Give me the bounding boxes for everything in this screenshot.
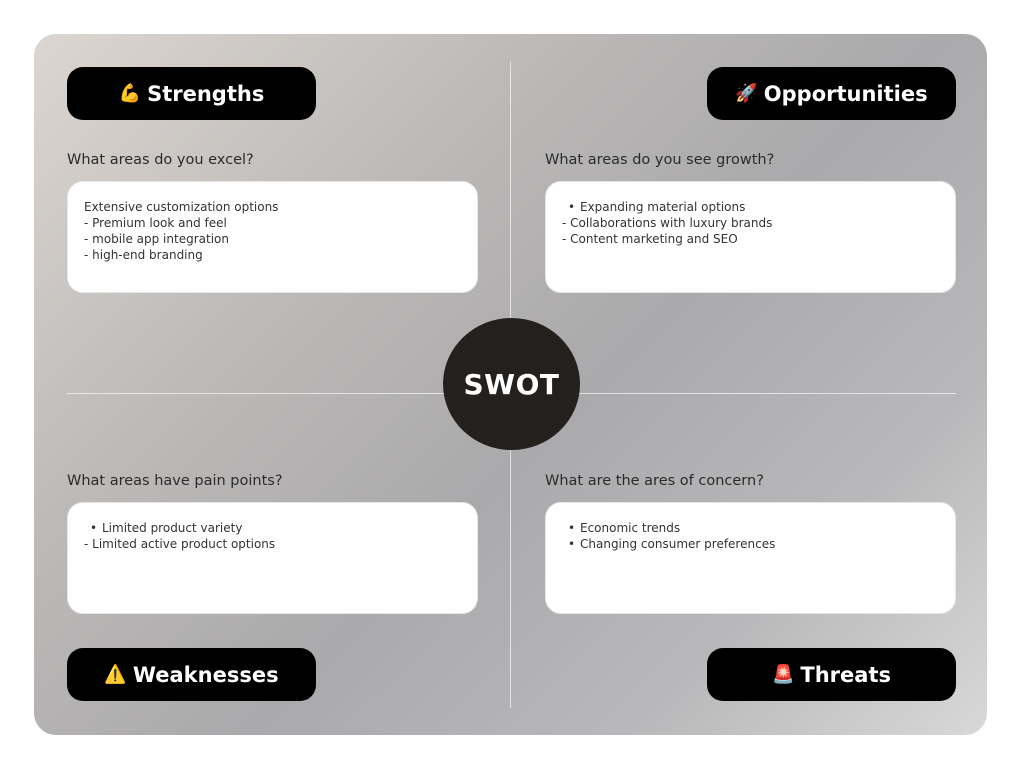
card-text-line: - high-end branding [84,248,203,262]
weaknesses-label: Weaknesses [132,662,279,687]
opportunities-header-button[interactable] [707,67,956,120]
warning-icon: ⚠️ [104,663,127,685]
opportunities-label: Opportunities [763,81,928,106]
flexed-bicep-icon: 💪 [118,82,142,104]
card-text-line: - mobile app integration [84,232,229,246]
weaknesses-header-button[interactable] [67,648,316,701]
card-text-line: - Content marketing and SEO [562,232,738,246]
card-text-line: - Collaborations with luxury brands [562,216,773,230]
card-text-line: - Limited active product options [84,537,276,551]
swot-center-circle: SWOT [443,318,580,450]
strengths-question: What areas do you excel? [67,152,254,168]
card-bullet-item: • Changing consumer preferences [562,536,939,552]
strengths-label: Strengths [147,81,265,106]
threats-question: What are the ares of concern? [545,473,764,489]
card-text-line: - Premium look and feel [84,216,227,230]
strengths-card[interactable] [67,181,478,293]
opportunities-question: What areas do you see growth? [545,152,775,168]
card-text-line: Extensive customization options [84,200,279,214]
threats-card[interactable] [545,502,956,614]
card-bullet-item: • Economic trends [562,520,939,536]
strengths-header-button[interactable] [67,67,316,120]
threats-header-button[interactable] [707,648,956,701]
swot-board [34,34,987,735]
weaknesses-question: What areas have pain points? [67,473,283,489]
rocket-icon: 🚀 [735,82,758,104]
opportunities-card[interactable] [545,181,956,293]
card-bullet-item: • Limited product variety [84,520,461,536]
siren-icon: 🚨 [771,663,795,685]
threats-label: Threats [800,662,891,687]
weaknesses-card[interactable] [67,502,478,614]
card-bullet-item: • Expanding material options [562,199,939,215]
